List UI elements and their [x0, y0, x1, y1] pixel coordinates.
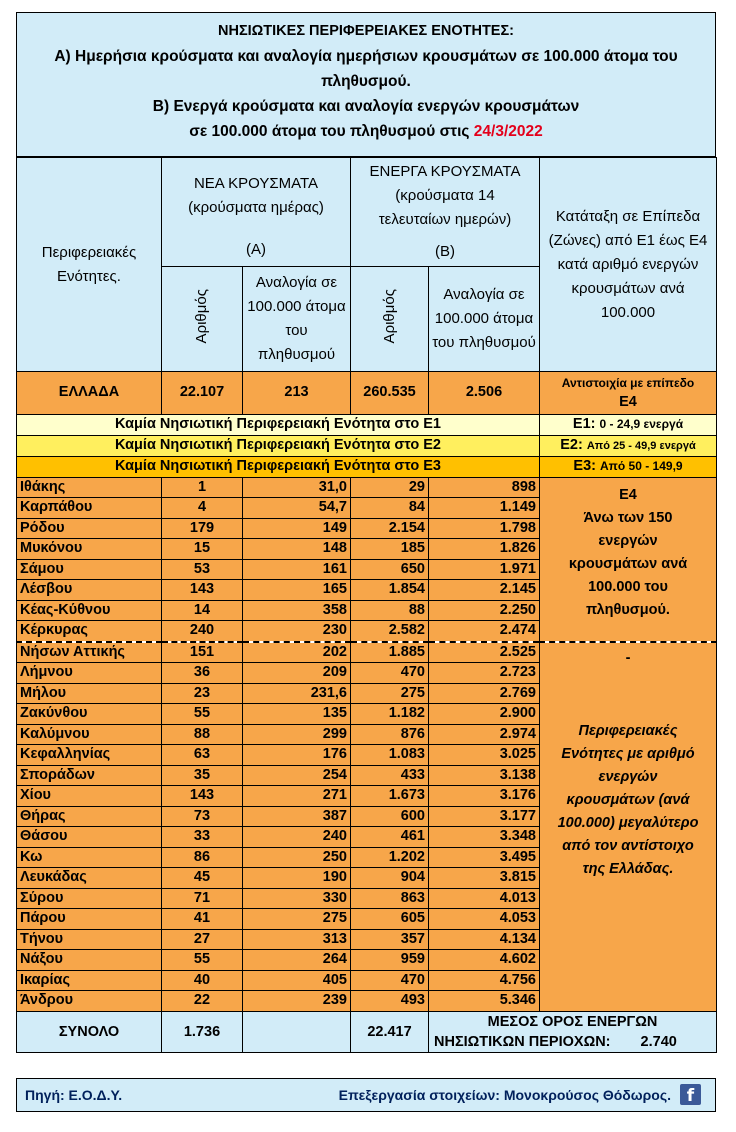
new-cases: 4 — [162, 498, 243, 519]
new-cases: 88 — [162, 724, 243, 745]
region-name: Μυκόνου — [17, 539, 162, 560]
greece-active-ratio: 2.506 — [429, 372, 540, 415]
active-cases-ratio: 1.798 — [429, 518, 540, 539]
region-name: Θήρας — [17, 806, 162, 827]
region-name: Πάρου — [17, 909, 162, 930]
new-cases-ratio: 254 — [243, 765, 351, 786]
region-name: Κεφαλληνίας — [17, 745, 162, 766]
report-frame — [16, 12, 716, 1112]
active-cases: 185 — [351, 539, 429, 560]
new-cases: 53 — [162, 559, 243, 580]
active-cases-ratio: 3.177 — [429, 806, 540, 827]
region-name: Κέας-Κύθνου — [17, 600, 162, 621]
mean-active-title: ΜΕΣΟΣ ΟΡΟΣ ΕΝΕΡΓΩΝ — [487, 1013, 658, 1030]
col-header-active-number-label: Αριθμός — [380, 288, 398, 343]
zone-e1-range — [540, 415, 717, 436]
region-name: Σάμου — [17, 559, 162, 580]
new-cases-ratio: 231,6 — [243, 683, 351, 704]
region-name: Θάσου — [17, 827, 162, 848]
active-cases: 2.582 — [351, 621, 429, 642]
greece-level-note-text: Αντιστοιχία με επίπεδο — [561, 376, 695, 390]
e4-description — [540, 477, 717, 642]
new-cases-ratio: 250 — [243, 847, 351, 868]
new-cases-ratio: 271 — [243, 786, 351, 807]
zone-e3-label: Ε3: — [573, 458, 596, 474]
active-cases-ratio: 2.974 — [429, 724, 540, 745]
header-line-4: Β) Ενεργά κρούσματα και αναλογία ενεργών κρουσμάτων — [152, 98, 580, 115]
new-cases-ratio: 313 — [243, 929, 351, 950]
new-cases: 35 — [162, 765, 243, 786]
new-cases: 15 — [162, 539, 243, 560]
header-date: 24/3/2022 — [473, 123, 543, 140]
footer-source: Πηγή: Ε.Ο.Δ.Υ. — [25, 1087, 123, 1103]
greece-level-note — [540, 372, 717, 415]
zone-e1-text: Καμία Νησιωτική Περιφερειακή Ενότητα στο Ε1 — [17, 415, 540, 436]
new-cases: 33 — [162, 827, 243, 848]
active-cases-ratio: 2.250 — [429, 600, 540, 621]
col-header-new-title: ΝΕΑ ΚΡΟΥΣΜΑΤΑ — [193, 175, 319, 192]
new-cases-ratio: 202 — [243, 642, 351, 663]
col-header-new — [162, 158, 351, 267]
total-active: 22.417 — [351, 1011, 429, 1052]
col-header-new-number-label: Αριθμός — [193, 288, 211, 343]
active-cases: 1.673 — [351, 786, 429, 807]
col-header-new-letter: (Α) — [246, 241, 266, 258]
above-average-dot: - — [625, 649, 631, 666]
zone-e2-text: Καμία Νησιωτική Περιφερειακή Ενότητα στο Ε2 — [17, 435, 540, 457]
greece-new: 22.107 — [162, 372, 243, 415]
report-header — [16, 12, 716, 157]
zone-row-e2 — [17, 435, 717, 457]
new-cases: 36 — [162, 663, 243, 684]
region-name: Κω — [17, 847, 162, 868]
greece-level-note-level: Ε4 — [619, 394, 637, 410]
table-row — [17, 477, 717, 498]
new-cases: 55 — [162, 950, 243, 971]
col-header-active — [351, 158, 540, 267]
active-cases: 650 — [351, 559, 429, 580]
greece-row — [17, 372, 717, 415]
new-cases-ratio: 299 — [243, 724, 351, 745]
col-header-active-number — [351, 267, 429, 372]
mean-active-label: ΝΗΣΙΩΤΙΚΩΝ ΠΕΡΙΟΧΩΝ: — [434, 1033, 611, 1050]
active-cases-ratio: 2.145 — [429, 580, 540, 601]
active-cases-ratio: 3.815 — [429, 868, 540, 889]
col-header-new-sub: (κρούσματα ημέρας) — [188, 199, 324, 216]
active-cases-ratio: 4.013 — [429, 888, 540, 909]
new-cases-ratio: 165 — [243, 580, 351, 601]
col-header-active-sub: (κρούσματα 14 τελευταίων ημερών) — [378, 187, 512, 228]
new-cases: 73 — [162, 806, 243, 827]
region-name: Σποράδων — [17, 765, 162, 786]
mean-active-box — [429, 1011, 717, 1052]
greece-name: ΕΛΛΑΔΑ — [17, 372, 162, 415]
active-cases-ratio: 5.346 — [429, 991, 540, 1012]
active-cases: 470 — [351, 970, 429, 991]
col-header-active-ratio: Αναλογία σε 100.000 άτομα του πληθυσμού — [429, 267, 540, 372]
region-rows — [17, 477, 717, 1011]
active-cases: 600 — [351, 806, 429, 827]
region-name: Καλύμνου — [17, 724, 162, 745]
region-name: Άνδρου — [17, 991, 162, 1012]
new-cases-ratio: 54,7 — [243, 498, 351, 519]
active-cases: 605 — [351, 909, 429, 930]
cases-table — [16, 157, 717, 1053]
region-name: Κέρκυρας — [17, 621, 162, 642]
new-cases: 55 — [162, 704, 243, 725]
active-cases: 1.854 — [351, 580, 429, 601]
new-cases-ratio: 148 — [243, 539, 351, 560]
facebook-icon[interactable]: f — [680, 1084, 701, 1105]
new-cases: 1 — [162, 477, 243, 498]
header-line-2: Α) Ημερήσια κρούσματα και αναλογία ημερήσιων κρουσμάτων σε 100.000 άτομα του — [54, 48, 678, 65]
active-cases: 2.154 — [351, 518, 429, 539]
active-cases-ratio: 3.495 — [429, 847, 540, 868]
active-cases: 904 — [351, 868, 429, 889]
active-cases: 88 — [351, 600, 429, 621]
header-line-5 — [17, 119, 715, 144]
greece-active: 260.535 — [351, 372, 429, 415]
new-cases-ratio: 330 — [243, 888, 351, 909]
active-cases: 29 — [351, 477, 429, 498]
active-cases: 433 — [351, 765, 429, 786]
new-cases-ratio: 240 — [243, 827, 351, 848]
greece-new-ratio: 213 — [243, 372, 351, 415]
total-new-ratio-empty — [243, 1011, 351, 1052]
active-cases: 959 — [351, 950, 429, 971]
header-date-prefix: σε 100.000 άτομα του πληθυσμού στις — [189, 123, 470, 140]
new-cases-ratio: 190 — [243, 868, 351, 889]
total-label: ΣΥΝΟΛΟ — [17, 1011, 162, 1052]
above-average-description — [540, 642, 717, 1012]
region-name: Νήσων Αττικής — [17, 642, 162, 663]
new-cases: 143 — [162, 786, 243, 807]
report-footer — [16, 1078, 716, 1112]
zone-row-e1 — [17, 415, 717, 436]
new-cases: 14 — [162, 600, 243, 621]
new-cases-ratio: 358 — [243, 600, 351, 621]
zone-e2-range-text: Από 25 - 49,9 ενεργά — [586, 439, 696, 452]
region-name: Χίου — [17, 786, 162, 807]
new-cases-ratio: 405 — [243, 970, 351, 991]
new-cases: 86 — [162, 847, 243, 868]
new-cases-ratio: 264 — [243, 950, 351, 971]
mean-active-value: 2.740 — [640, 1033, 677, 1050]
active-cases: 470 — [351, 663, 429, 684]
new-cases: 151 — [162, 642, 243, 663]
column-header-row-1 — [17, 158, 717, 267]
new-cases-ratio: 239 — [243, 991, 351, 1012]
active-cases-ratio: 2.525 — [429, 642, 540, 663]
col-header-active-title: ΕΝΕΡΓΑ ΚΡΟΥΣΜΑΤΑ — [369, 163, 521, 180]
header-line-1: ΝΗΣΙΩΤΙΚΕΣ ΠΕΡΙΦΕΡΕΙΑΚΕΣ ΕΝΟΤΗΤΕΣ: — [218, 23, 514, 39]
region-name: Λήμνου — [17, 663, 162, 684]
active-cases: 493 — [351, 991, 429, 1012]
region-name: Νάξου — [17, 950, 162, 971]
active-cases-ratio: 4.053 — [429, 909, 540, 930]
active-cases-ratio: 4.134 — [429, 929, 540, 950]
active-cases-ratio: 2.900 — [429, 704, 540, 725]
active-cases-ratio: 1.826 — [429, 539, 540, 560]
new-cases: 240 — [162, 621, 243, 642]
region-name: Μήλου — [17, 683, 162, 704]
new-cases: 63 — [162, 745, 243, 766]
active-cases-ratio: 2.769 — [429, 683, 540, 704]
new-cases: 45 — [162, 868, 243, 889]
zone-row-e3 — [17, 457, 717, 478]
active-cases-ratio: 3.348 — [429, 827, 540, 848]
active-cases-ratio: 4.756 — [429, 970, 540, 991]
zone-e1-range-text: 0 - 24,9 ενεργά — [599, 417, 684, 431]
zone-e3-range — [540, 457, 717, 478]
active-cases: 1.885 — [351, 642, 429, 663]
new-cases: 41 — [162, 909, 243, 930]
active-cases: 357 — [351, 929, 429, 950]
zone-e2-label: Ε2: — [560, 436, 583, 453]
zone-e3-text: Καμία Νησιωτική Περιφερειακή Ενότητα στο Ε3 — [17, 457, 540, 478]
active-cases: 84 — [351, 498, 429, 519]
total-new: 1.736 — [162, 1011, 243, 1052]
region-name: Τήνου — [17, 929, 162, 950]
total-row — [17, 1011, 717, 1052]
region-name: Λευκάδας — [17, 868, 162, 889]
active-cases-ratio: 3.176 — [429, 786, 540, 807]
new-cases: 179 — [162, 518, 243, 539]
region-name: Ιθάκης — [17, 477, 162, 498]
active-cases: 461 — [351, 827, 429, 848]
new-cases: 40 — [162, 970, 243, 991]
active-cases-ratio: 2.723 — [429, 663, 540, 684]
active-cases-ratio: 898 — [429, 477, 540, 498]
active-cases-ratio: 1.149 — [429, 498, 540, 519]
above-average-text: Περιφερειακές Ενότητες με αριθμό ενεργών κρουσμάτων (ανά 100.000) μεγαλύτερο από τον αντίστοιχο της Ελλάδας. — [557, 722, 699, 877]
table-row — [17, 642, 717, 663]
active-cases: 275 — [351, 683, 429, 704]
zone-e3-range-text: Από 50 - 149,9 — [600, 459, 683, 473]
active-cases-ratio: 2.474 — [429, 621, 540, 642]
header-line-3: πληθυσμού. — [321, 73, 411, 90]
zone-e2-range — [540, 435, 717, 457]
new-cases: 22 — [162, 991, 243, 1012]
new-cases: 27 — [162, 929, 243, 950]
active-cases-ratio: 1.971 — [429, 559, 540, 580]
active-cases: 863 — [351, 888, 429, 909]
region-name: Ικαρίας — [17, 970, 162, 991]
new-cases-ratio: 149 — [243, 518, 351, 539]
active-cases: 1.182 — [351, 704, 429, 725]
new-cases-ratio: 230 — [243, 621, 351, 642]
active-cases: 1.202 — [351, 847, 429, 868]
mean-active-line — [432, 1032, 713, 1052]
active-cases: 1.083 — [351, 745, 429, 766]
new-cases-ratio: 31,0 — [243, 477, 351, 498]
region-name: Καρπάθου — [17, 498, 162, 519]
new-cases-ratio: 161 — [243, 559, 351, 580]
new-cases-ratio: 176 — [243, 745, 351, 766]
active-cases-ratio: 3.138 — [429, 765, 540, 786]
new-cases: 143 — [162, 580, 243, 601]
region-name: Σύρου — [17, 888, 162, 909]
region-name: Ρόδου — [17, 518, 162, 539]
e4-title: Ε4 — [619, 486, 637, 503]
active-cases-ratio: 4.602 — [429, 950, 540, 971]
zone-e1-label: Ε1: — [572, 416, 596, 432]
e4-text: Άνω των 150 ενεργών κρουσμάτων ανά 100.000 του πληθυσμού. — [568, 509, 688, 618]
footer-processing: Επεξεργασία στοιχείων: Μονοκρούσος Θόδωρος. — [338, 1087, 671, 1103]
active-cases-ratio: 3.025 — [429, 745, 540, 766]
new-cases-ratio: 387 — [243, 806, 351, 827]
active-cases: 876 — [351, 724, 429, 745]
new-cases: 71 — [162, 888, 243, 909]
region-name: Λέσβου — [17, 580, 162, 601]
new-cases-ratio: 209 — [243, 663, 351, 684]
new-cases: 23 — [162, 683, 243, 704]
region-name: Ζακύνθου — [17, 704, 162, 725]
col-header-rank: Κατάταξη σε Επίπεδα (Ζώνες) από Ε1 έως Ε4 κατά αριθμό ενεργών κρουσμάτων ανά 100.000 — [540, 158, 717, 372]
col-header-new-number — [162, 267, 243, 372]
new-cases-ratio: 135 — [243, 704, 351, 725]
new-cases-ratio: 275 — [243, 909, 351, 930]
col-header-active-letter: (Β) — [435, 243, 455, 260]
col-header-new-ratio: Αναλογία σε 100.000 άτομα του πληθυσμού — [243, 267, 351, 372]
col-header-region: Περιφερειακές Ενότητες. — [17, 158, 162, 372]
